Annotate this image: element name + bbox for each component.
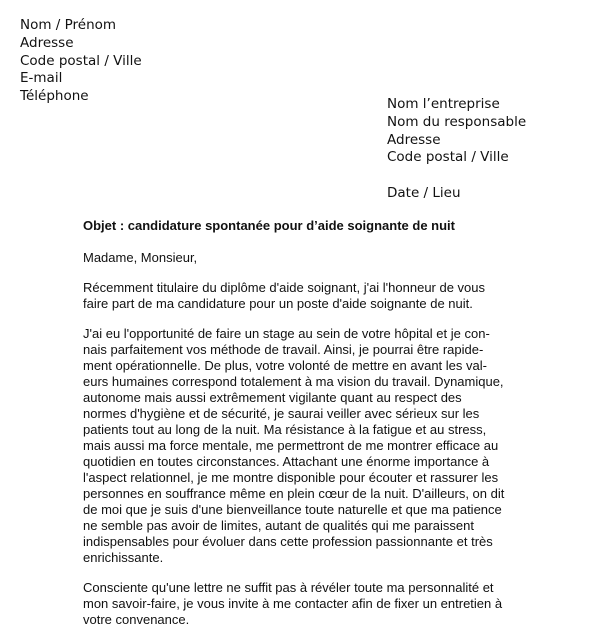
paragraph-intro [83,280,513,312]
recipient-manager: Nom du responsable [387,113,527,130]
paragraph-line: mon savoir-faire, je vous invite à me contacter afin de fixer un entretien à [83,596,503,611]
paragraph-line: faire part de ma candidature pour un poste d'aide soignante de nuit. [83,296,473,311]
letter-subject: Objet : candidature spontanée pour d’aide soignante de nuit [83,218,455,233]
date-place: Date / Lieu [387,184,461,201]
paragraph-motivation [83,326,513,566]
letter-body [83,218,513,642]
recipient-postal-city: Code postal / Ville [387,149,509,166]
paragraph-closing [83,580,513,628]
paragraph-line: indispensables pour évoluer dans cette profession passionnante et très [83,534,493,549]
recipient-block [387,96,526,203]
paragraph-line: personnes en souffrance même en plein cœur de la nuit. D'ailleurs, on dit [83,486,505,501]
paragraph-line: enrichissante. [83,550,164,565]
paragraph-line: normes d'hygiène et de sécurité, je saurai veiller avec sérieux sur les [83,406,480,421]
paragraph-line: ne semble pas avoir de limites, autant de qualités qui me paraissent [83,518,474,533]
paragraph-line: Consciente qu'une lettre ne suffit pas à révéler toute ma personnalité et [83,580,494,595]
paragraph-line: patients tout au long de la nuit. Ma résistance à la fatigue et au stress, [83,422,487,437]
paragraph-line: autonome mais aussi extrêmement vigilante quant au respect des [83,390,462,405]
paragraph-line: eurs humaines correspond totalement à ma vision du travail. Dynamique, [83,374,504,389]
paragraph-line: Récemment titulaire du diplôme d'aide soignant, j'ai l'honneur de vous [83,280,486,295]
paragraph-line: quotidien en toutes circonstances. Attachant une énorme importance à [83,454,490,469]
sender-name: Nom / Prénom [20,17,117,33]
letter-salutation: Madame, Monsieur, [83,250,198,265]
sender-phone: Téléphone [20,88,89,105]
paragraph-line: l'aspect relationnel, je me montre disponible pour écouter et rassurer les [83,470,499,485]
sender-email: E-mail [20,70,63,87]
paragraph-line: votre convenance. [83,612,190,627]
paragraph-line: J'ai eu l'opportunité de faire un stage au sein de votre hôpital et je con- [83,326,490,341]
sender-address: Adresse [20,34,74,51]
recipient-address: Adresse [387,131,441,148]
paragraph-line: mais aussi ma force mentale, me permettront de me montrer efficace au [83,438,499,453]
sender-postal-city: Code postal / Ville [20,52,142,69]
paragraph-line: ment opérationnelle. De plus, votre volonté de mettre en avant les val- [83,358,487,373]
paragraph-line: de moi que je suis d'une bienveillance toute naturelle et que ma patience [83,502,502,517]
recipient-company: Nom l’entreprise [387,96,500,112]
sender-block [20,17,142,106]
paragraph-line: nais parfaitement vos méthode de travail. Ainsi, je pourrai être rapide- [83,342,484,357]
